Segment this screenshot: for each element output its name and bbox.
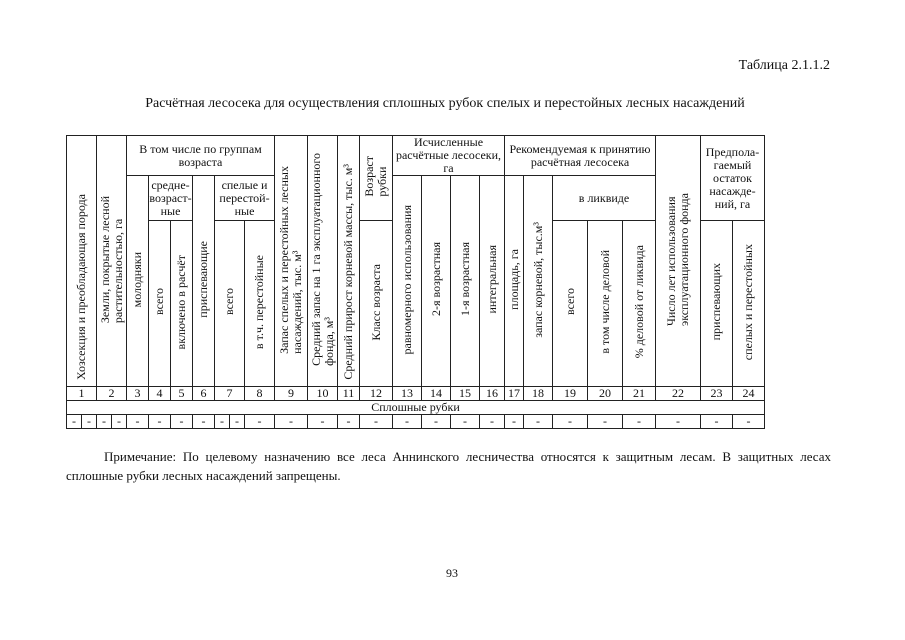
header-forest-lands: Земли, покрытые лесной растительностью, га (97, 136, 127, 387)
column-number: 2 (97, 387, 127, 401)
header-root-stock: запас корневой, тыс.м³ (524, 176, 553, 387)
column-number: 7 (215, 387, 245, 401)
data-cell: - (553, 415, 588, 429)
data-cell: - (505, 415, 524, 429)
header-first-age: 1-я возрастная (451, 176, 480, 387)
header-avg-stock: Средний запас на 1 га эксплуатационного фонда, м³ (308, 136, 338, 387)
data-cell: - (235, 415, 239, 428)
header-mature: спелые и перестой- ные (215, 176, 275, 221)
data-cell: - (623, 415, 656, 429)
data-cell: - (451, 415, 480, 429)
column-number: 8 (245, 387, 275, 401)
header-calculated: Исчисленные расчётные лесосеки, га (393, 136, 505, 176)
header-business: в том числе деловой (588, 221, 623, 387)
header-area: площадь, га (505, 176, 524, 387)
data-row (67, 415, 765, 429)
document-title: Расчётная лесосека для осуществления сплошных рубок спелых и перестойных лесных насаждений (145, 96, 745, 111)
header-included: включено в расчёт (171, 221, 193, 387)
header-second-age: 2-я возрастная (422, 176, 451, 387)
data-cell: - (67, 415, 82, 428)
header-farm-section: Хозсекция и преобладающая порода (67, 136, 97, 387)
column-number: 21 (623, 387, 656, 401)
header-uniform: равномерного использования (393, 176, 422, 387)
data-cell-split (215, 415, 244, 428)
header-felling-age: Возраст рубки (360, 136, 393, 221)
data-cell: - (338, 415, 360, 429)
data-cell: - (422, 415, 451, 429)
data-cell: - (588, 415, 623, 429)
column-number: 18 (524, 387, 553, 401)
column-number: 3 (127, 387, 149, 401)
column-number: 19 (553, 387, 588, 401)
header-age-groups: В том числе по группам возраста (127, 136, 275, 176)
data-cell: - (701, 415, 733, 429)
data-cell: - (656, 415, 701, 429)
data-cell: - (215, 415, 230, 428)
header-remainder: Предпола- гаемый остаток насажде- ний, га (701, 136, 765, 221)
header-integral: интегральная (480, 176, 505, 387)
header-maturing: приспевающие (193, 176, 215, 387)
data-cell-2 (97, 415, 127, 429)
header-mature-total: всего (215, 221, 245, 387)
header-liquid-total: всего (553, 221, 588, 387)
header-age-class: Класс возраста (360, 221, 393, 387)
note-paragraph: Примечание: По целевому назначению все леса Аннинского лесничества относятся к защитным лесам. В защитных лесах сплошные рубки лесных насаждений запрещены. (66, 449, 831, 483)
column-number: 22 (656, 387, 701, 401)
data-cell: - (308, 415, 338, 429)
column-number: 24 (733, 387, 765, 401)
column-number: 11 (338, 387, 360, 401)
data-cell: - (97, 415, 112, 428)
header-mature-stock: Запас спелых и перестойных лесных насаждений, тыс. м³ (275, 136, 308, 387)
data-cell: - (480, 415, 505, 429)
data-cell-1 (67, 415, 97, 429)
data-cell-split (97, 415, 126, 428)
column-number: 13 (393, 387, 422, 401)
header-remainder-maturing: приспевающих (701, 221, 733, 387)
header-liquid: в ликвиде (553, 176, 656, 221)
column-number: 14 (422, 387, 451, 401)
header-business-pct: % деловой от ликвида (623, 221, 656, 387)
data-cell: - (524, 415, 553, 429)
header-recommended: Рекомендуемая к принятию расчётная лесосека (505, 136, 656, 176)
data-cell-7 (215, 415, 245, 429)
header-young: молодняки (127, 176, 149, 387)
data-cell-split (67, 415, 96, 428)
column-number: 17 (505, 387, 524, 401)
column-number: 15 (451, 387, 480, 401)
data-cell: - (275, 415, 308, 429)
column-number: 9 (275, 387, 308, 401)
column-number: 1 (67, 387, 97, 401)
column-numbers-row (67, 387, 765, 401)
header-avg-increment: Средний прирост корневой массы, тыс. м³ (338, 136, 360, 387)
column-number: 4 (149, 387, 171, 401)
column-number: 16 (480, 387, 505, 401)
data-cell: - (149, 415, 171, 429)
header-middle-aged: средне- возраст- ные (149, 176, 193, 221)
data-cell: - (245, 415, 275, 429)
data-cell: - (193, 415, 215, 429)
table-caption: Таблица 2.1.1.2 (738, 58, 830, 73)
data-cell: - (171, 415, 193, 429)
header-remainder-mature: спелых и перестойных (733, 221, 765, 387)
data-cell: - (127, 415, 149, 429)
header-years-use: Число лет использования эксплуатационного фонда (656, 136, 701, 387)
header-middle-total: всего (149, 221, 171, 387)
data-cell: - (733, 415, 765, 429)
column-number: 5 (171, 387, 193, 401)
column-number: 6 (193, 387, 215, 401)
column-number: 20 (588, 387, 623, 401)
data-cell: - (117, 415, 121, 428)
page-number: 93 (446, 566, 458, 580)
data-cell: - (87, 415, 91, 428)
column-number: 12 (360, 387, 393, 401)
data-cell: - (360, 415, 393, 429)
column-number: 23 (701, 387, 733, 401)
section-label: Сплошные рубки (67, 401, 765, 415)
data-cell: - (393, 415, 422, 429)
column-number: 10 (308, 387, 338, 401)
felling-table (66, 135, 765, 429)
header-overmature: в т.ч. перестойные (245, 221, 275, 387)
